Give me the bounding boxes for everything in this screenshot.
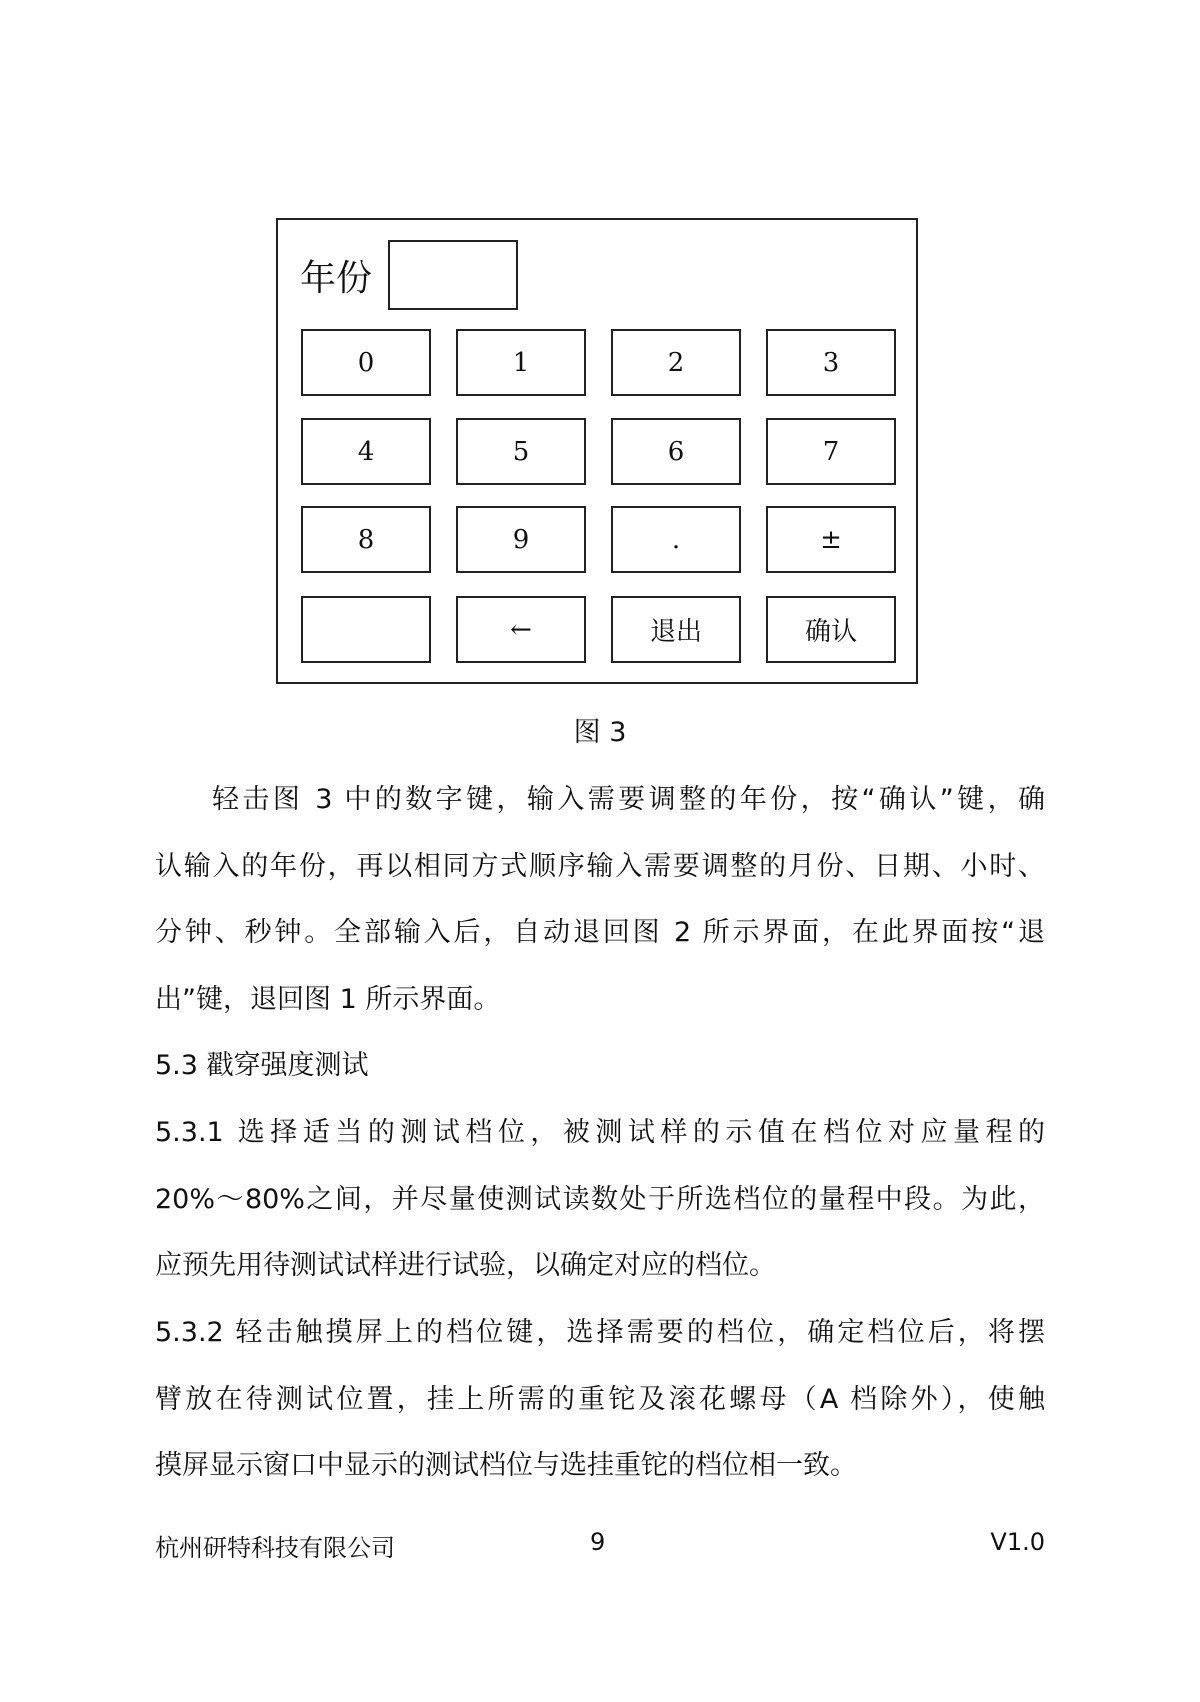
footer-company: 杭州研特科技有限公司 — [155, 1534, 395, 1562]
paragraph-line: 分钟、秒钟。全部输入后，自动退回图 2 所示界面，在此界面按“退 — [155, 917, 1045, 948]
keypad-key: 1 — [456, 329, 586, 396]
keypad-key: ← — [456, 596, 586, 663]
keypad-key: 4 — [301, 418, 431, 485]
section-heading: 5.3 戳穿强度测试 — [155, 1050, 369, 1081]
paragraph-line: 5.3.1 选择适当的测试档位，被测试样的示值在档位对应量程的 — [155, 1117, 1045, 1148]
keypad-key: ± — [766, 506, 896, 573]
keypad-key: 9 — [456, 506, 586, 573]
keypad-key: 0 — [301, 329, 431, 396]
keypad-figure — [276, 218, 918, 684]
keypad-key: 6 — [611, 418, 741, 485]
keypad-key: 8 — [301, 506, 431, 573]
keypad-key: 2 — [611, 329, 741, 396]
paragraph-line: 出”键，退回图 1 所示界面。 — [155, 984, 501, 1015]
paragraph-line: 臂放在待测试位置，挂上所需的重铊及滚花螺母（A 档除外），使触 — [155, 1384, 1045, 1415]
footer-page-number: 9 — [590, 1528, 606, 1556]
keypad-key: 退出 — [611, 596, 741, 663]
paragraph-line: 认输入的年份，再以相同方式顺序输入需要调整的月份、日期、小时、 — [155, 851, 1045, 882]
paragraph-line: 轻击图 3 中的数字键，输入需要调整的年份，按“确认”键，确 — [212, 784, 1045, 815]
keypad-key: 5 — [456, 418, 586, 485]
paragraph-line: 应预先用待测试试样进行试验，以确定对应的档位。 — [155, 1250, 776, 1281]
paragraph-line: 5.3.2 轻击触摸屏上的档位键，选择需要的档位，确定档位后，将摆 — [155, 1317, 1045, 1348]
keypad-key: . — [611, 506, 741, 573]
paragraph-line: 20%～80%之间，并尽量使测试读数处于所选档位的量程中段。为此， — [155, 1184, 1045, 1215]
keypad-key: 3 — [766, 329, 896, 396]
figure-caption: 图 3 — [573, 717, 627, 748]
paragraph-line: 摸屏显示窗口中显示的测试档位与选挂重铊的档位相一致。 — [155, 1450, 857, 1481]
year-input — [388, 240, 518, 310]
keypad-key — [301, 596, 431, 663]
keypad-key: 确认 — [766, 596, 896, 663]
footer-version: V1.0 — [990, 1528, 1045, 1556]
keypad-key: 7 — [766, 418, 896, 485]
year-label: 年份 — [300, 258, 373, 299]
